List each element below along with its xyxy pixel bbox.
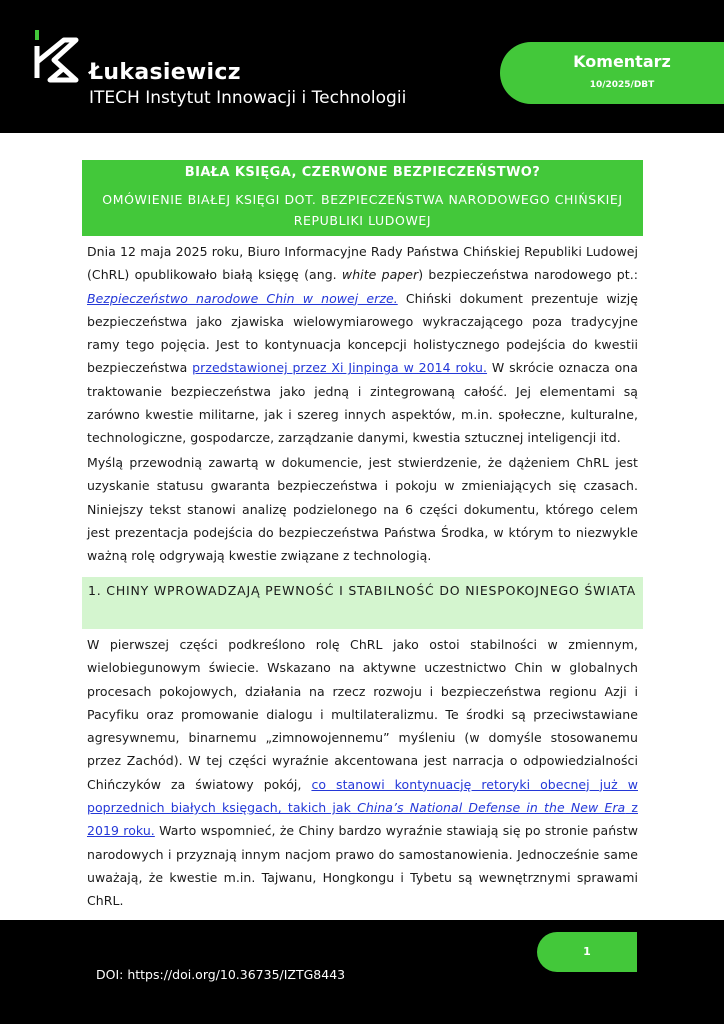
text-run: W pierwszej części podkreślono rolę ChRL jako ostoi stabilności w zmiennym, wielobiegunowym świecie. Wskazano na aktywne uczestnictwo Chin w globalnych procesach pokojowych, działania na rzecz rozwoju i bezpieczeństwa regionu Azji i Pacyfiku oraz promowanie dialogu i multilateralizmu. Te środki są przeciwstawiane agresywnemu, binarnemu „zimnowojennemu” myśleniu (w domyśle stosowanemu przez Zachód). W tej części wyraźnie akcentowana jest narracja o odpowiedzialności Chińczyków za światowy pokój,: [87, 637, 638, 792]
page-number: 1: [537, 932, 637, 972]
section-heading-box: [82, 577, 643, 629]
doi-text: DOI: https://doi.org/10.36735/IZTG8443: [96, 967, 346, 982]
text-run: Chiński dokument prezentuje wizję bezpieczeństwa jako zjawiska wielowymiarowego wykraczającego poza tradycyjne ramy tego pojęcia. Jest to kontynuacja koncepcji holistycznego podejścia do kwestii bezpieczeństwa: [87, 290, 639, 376]
text-run: Warto wspomnieć, że Chiny bardzo wyraźnie stawiają się po stronie państw narodowych i przyznają innym nacjom prawo do samostanowienia. Jednocześnie same uważają, że kwestie m.in. Tajwanu, Hongkongu i Tybetu są wewnętrznymi sprawami ChRL.: [87, 823, 638, 909]
document-title: BIAŁA KSIĘGA, CZERWONE BEZPIECZEŃSTWO?: [184, 165, 541, 180]
subtitle-line-2: REPUBLIKI LUDOWEJ: [293, 213, 432, 228]
lukasiewicz-logo-icon: [32, 30, 82, 86]
text-run: Dnia 12 maja 2025 roku, Biuro Informacyjne Rady Państwa Chińskiej Republiki Ludowej (ChRL) opublikowało białą księgę (ang.: [87, 244, 638, 283]
document-subtitle: [82, 189, 643, 231]
document-title-box: [82, 160, 643, 236]
link-text-italic[interactable]: China’s National Defense in the New Era: [357, 800, 626, 816]
tag-number: 10/2025/DBT: [589, 80, 655, 90]
text-italic: white paper: [341, 267, 419, 283]
text-run: W skrócie oznacza ona traktowanie bezpieczeństwa jako jedną i zintegrowaną całość. Jej elementami są zarówno kwestie militarne, jak i szereg innych aspektów, m.in. społeczne, kulturalne, technologiczne, gospodarcze, zarządzanie danymi, kwestia sztucznej inteligencji itd.: [87, 360, 638, 446]
brand-name: Łukasiewicz: [89, 60, 241, 85]
link-text[interactable]: co stanowi kontynuację retoryki obecnej już w poprzednich białych księgach, takich jak: [87, 776, 638, 816]
subtitle-line-1: OMÓWIENIE BIAŁEJ KSIĘGI DOT. BEZPIECZEŃSTWA NARODOWEGO CHIŃSKIEJ: [102, 192, 623, 207]
brand-subtitle: ITECH Instytut Innowacji i Technologii: [89, 88, 407, 108]
link-xi-jinping-2014[interactable]: przedstawionej przez Xi Jinpinga w 2014 roku.: [192, 360, 488, 376]
link-text[interactable]: z 2019 roku.: [87, 800, 638, 839]
paragraph-section-1: [87, 633, 638, 913]
text-run: ) bezpieczeństwa narodowego pt.:: [418, 267, 639, 283]
header: [0, 0, 724, 133]
footer: [0, 920, 724, 1024]
link-national-security[interactable]: Bezpieczeństwo narodowe Chin w nowej erze.: [87, 290, 398, 306]
section-heading: 1. CHINY WPROWADZAJĄ PEWNOŚĆ I STABILNOŚĆ DO NIESPOKOJNEGO ŚWIATA: [88, 583, 637, 598]
tag-title: Komentarz: [573, 52, 671, 71]
paragraph-intro: [87, 240, 638, 450]
paragraph-main-thesis: Myślą przewodnią zawartą w dokumencie, jest stwierdzenie, że dążeniem ChRL jest uzyskanie statusu gwaranta bezpieczeństwa i pokoju w zmieniających się czasach. Niniejszy tekst stanowi analizę podzielonego na 6 części dokumentu, którego celem jest prezentacja podejścia do bezpieczeństwa Państwa Środka, w którym to niezwykle ważną rolę odgrywają kwestie związane z technologią.: [87, 455, 638, 564]
comment-tag: [500, 42, 724, 104]
